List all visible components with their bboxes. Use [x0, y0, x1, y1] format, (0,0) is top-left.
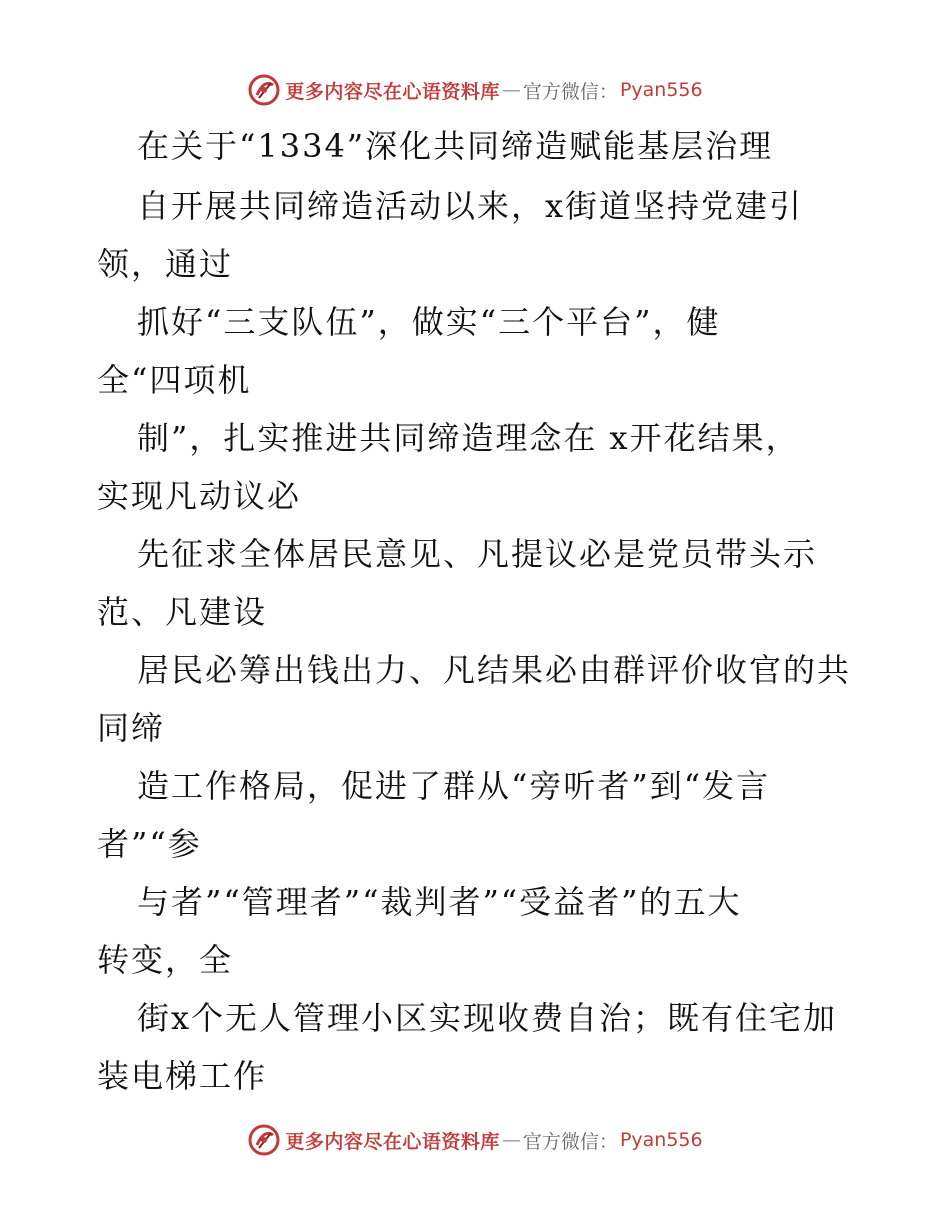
doc-line: 转变，全: [97, 941, 234, 979]
banner-separator: —: [501, 79, 521, 101]
banner-separator: —: [501, 1129, 521, 1151]
banner-wechat-label: 官方微信：: [522, 1130, 618, 1153]
doc-line: 居民必筹出钱出力、凡结果必由群评价收官的共: [137, 651, 852, 689]
doc-line: 先征求全体居民意见、凡提议必是党员带头示: [137, 535, 818, 573]
banner-wechat-label: 官方微信：: [522, 80, 618, 103]
doc-line: 制”，扎实推进共同缔造理念在 x开花结果，: [137, 419, 800, 457]
banner-main-text: 更多内容尽在心语资料库: [285, 1130, 500, 1153]
footer-banner: [0, 1120, 950, 1160]
doc-line: 全“四项机: [97, 361, 252, 399]
doc-line: 实现凡动议必: [97, 477, 302, 515]
banner-wechat-id: Pyan556: [619, 1129, 703, 1151]
doc-line: 范、凡建设: [97, 593, 268, 631]
banner-main-text: 更多内容尽在心语资料库: [285, 80, 500, 103]
doc-line: 抓好“三支队伍”，做实“三个平台”，健: [137, 303, 721, 341]
doc-title-line: 在关于“1334”深化共同缔造赋能基层治理: [137, 127, 774, 165]
doc-line: 领，通过: [97, 245, 234, 283]
doc-line: 同缔: [97, 709, 166, 747]
doc-line: 造工作格局，促进了群从“旁听者”到“发言: [137, 767, 771, 805]
seal-logo-icon: [247, 1123, 281, 1157]
doc-line: 与者”“管理者”“裁判者”“受益者”的五大: [137, 883, 742, 921]
banner-wechat-id: Pyan556: [619, 79, 703, 101]
doc-line: 装电梯工作: [97, 1057, 268, 1095]
doc-line: 者”“参: [97, 825, 202, 863]
doc-line: 自开展共同缔造活动以来，x街道坚持党建引: [137, 187, 804, 225]
doc-line: 街x个无人管理小区实现收费自治；既有住宅加: [137, 999, 838, 1037]
